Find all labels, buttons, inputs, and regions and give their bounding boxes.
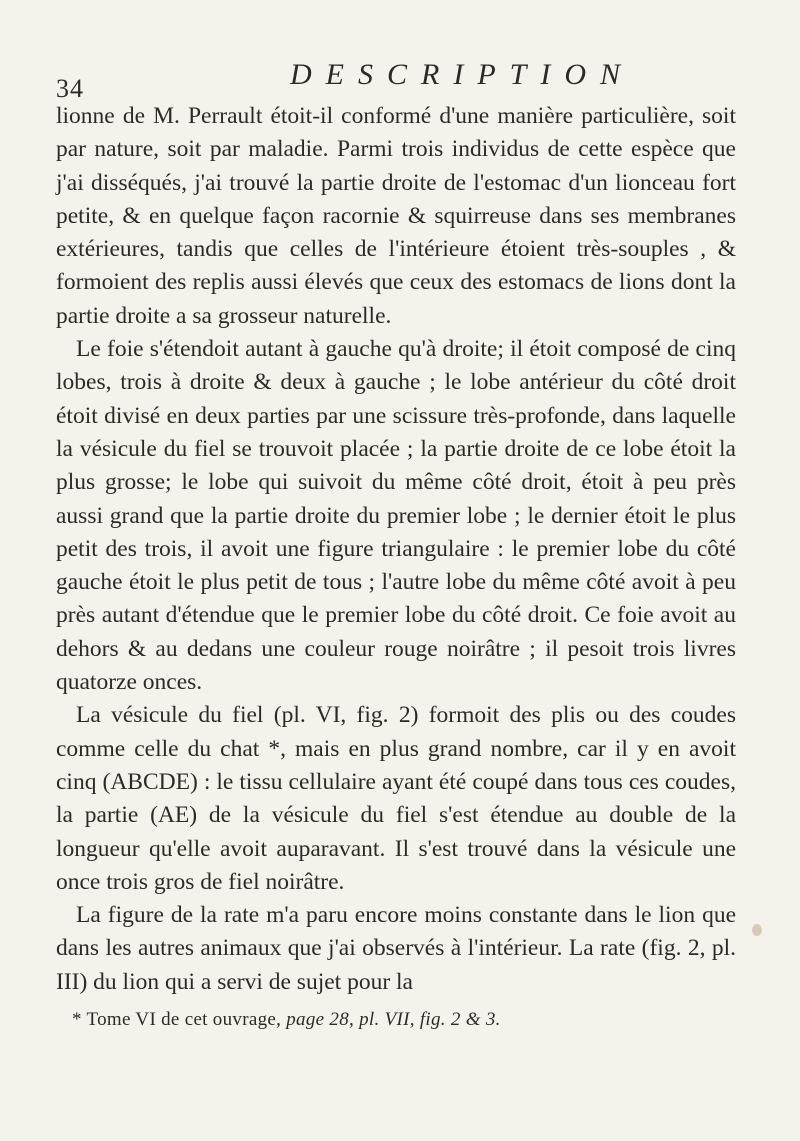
running-title: DESCRIPTION <box>290 58 634 91</box>
footnote-reference: page 28, pl. VII, fig. 2 & 3. <box>286 1009 501 1030</box>
paragraph-spleen: La figure de la rate m'a paru encore moins constante dans le lion que dans les autres animaux que j'ai observés à l'intérieur. La rate (fig. 2, pl. III) du lion qui a servi de sujet pour la <box>56 902 736 995</box>
footnote <box>72 1009 501 1031</box>
paragraph-stomach: lionne de M. Perrault étoit-il conformé d'une manière particulière, soit par nature, soit par maladie. Parmi trois individus de cette espèce que j'ai disséqués, j'ai trouvé la partie droite de l'estomac d'un lionceau fort petite, & en quelque façon racornie & squirreuse dans ses membranes extérieures, tandis que celles de l'intérieure étoient très-souples , & formoient des replis aussi élevés que ceux des estomacs de lions dont la partie droite a sa grosseur naturelle. <box>56 103 736 329</box>
footnote-text: Tome VI de cet ouvrage, <box>86 1009 282 1030</box>
paragraph-liver: Le foie s'étendoit autant à gauche qu'à droite; il étoit composé de cinq lobes, trois à droite & deux à gauche ; le lobe antérieur du côté droit étoit divisé en deux parties par une scissure très-profonde, dans laquelle la vésicule du fiel se trouvoit placée ; la partie droite de ce lobe étoit la plus grosse; le lobe qui suivoit du même côté droit, étoit à peu près aussi grand que la partie droite du premier lobe ; le dernier étoit le plus petit des trois, il avoit une figure triangulaire : le premier lobe du côté gauche étoit le plus petit de tous ; l'autre lobe du même côté avoit à peu près autant d'étendue que le premier lobe du côté droit. Ce foie avoit au dehors & au dedans une couleur rouge noirâtre ; il pesoit trois livres quatorze onces. <box>56 336 736 696</box>
paper-stain <box>752 924 762 936</box>
body-text <box>56 100 736 999</box>
paragraph-gallbladder: La vésicule du fiel (pl. VI, fig. 2) formoit des plis ou des coudes comme celle du chat *, mais en plus grand nombre, car il y en avoit cinq (ABCDE) : le tissu cellulaire ayant été coupé dans tous ces coudes, la partie (AE) de la vésicule du fiel s'est étendue au double de la longueur qu'elle avoit auparavant. Il s'est trouvé dans la vésicule une once trois gros de fiel noirâtre. <box>56 702 736 895</box>
page-number: 34 <box>56 74 84 103</box>
footnote-marker: * <box>72 1009 82 1030</box>
